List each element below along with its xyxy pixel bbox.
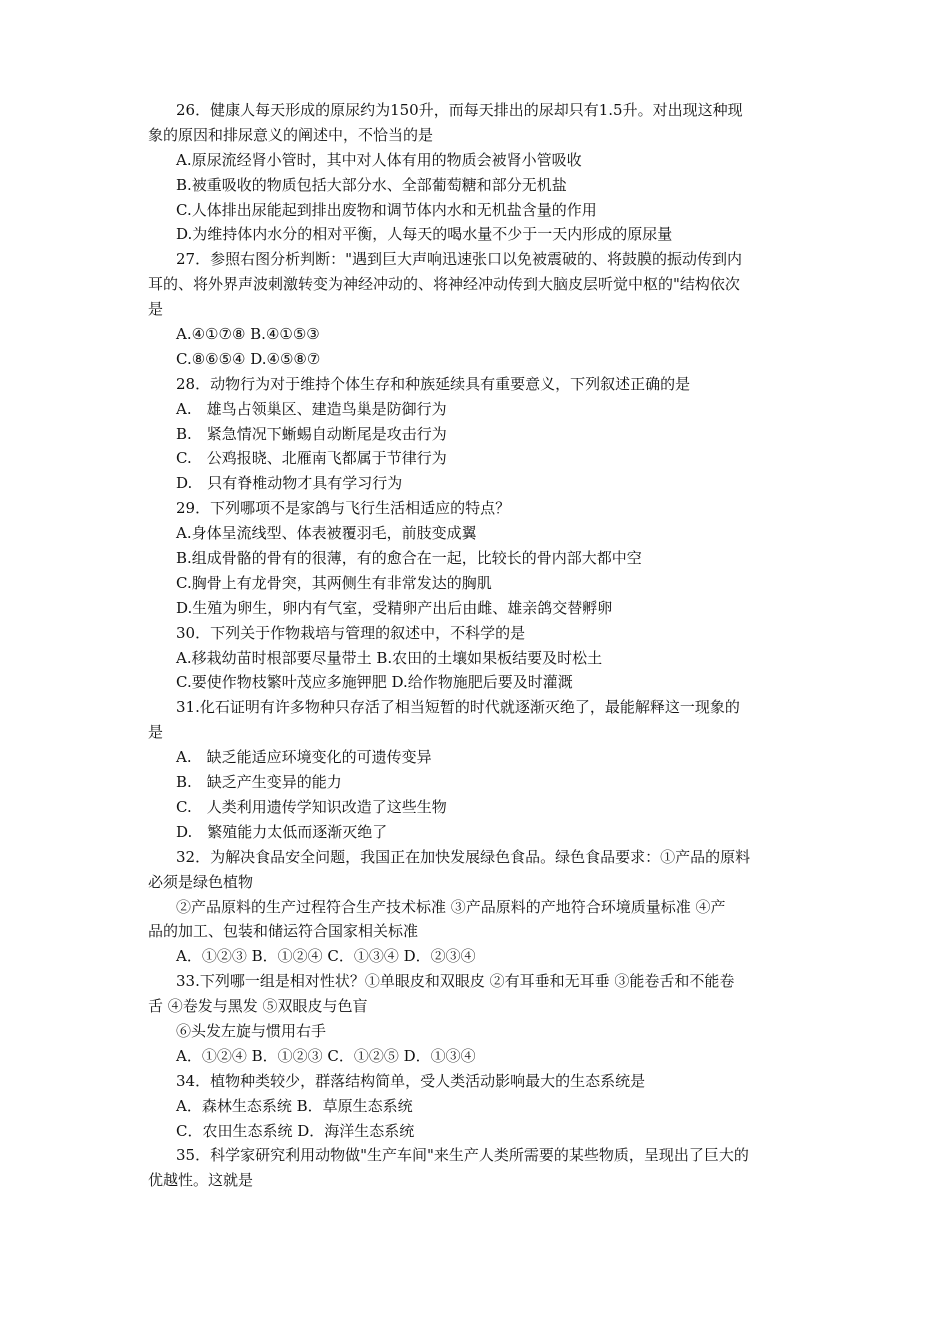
answer-option: C. 公鸡报晓、北雁南飞都属于节律行为 (176, 449, 447, 468)
answer-option: B. 缺乏产生变异的能力 (176, 773, 342, 792)
question-stem: 33.下列哪一组是相对性状？①单眼皮和双眼皮 ②有耳垂和无耳垂 ③能卷舌和不能卷 (176, 972, 735, 991)
answer-option: D.为维持体内水分的相对平衡，人每天的喝水量不少于一天内形成的原尿量 (176, 225, 673, 244)
question-31 (148, 695, 812, 844)
answer-option: A．①②④ B．①②③ C．①②⑤ D．①③④ (176, 1046, 476, 1065)
question-34 (148, 1069, 812, 1144)
answer-option: A．森林生态系统 B．草原生态系统 (176, 1096, 413, 1115)
answer-option: D.生殖为卵生，卵内有气室，受精卵产出后由雌、雄亲鸽交替孵卵 (176, 598, 613, 617)
answer-option: C. 人类利用遗传学知识改造了这些生物 (176, 797, 447, 816)
question-32 (148, 845, 812, 969)
question-stem: 32．为解决食品安全问题，我国正在加快发展绿色食品。绿色食品要求：①产品的原料 (176, 847, 751, 866)
question-stem: 27．参照右图分析判断："遇到巨大声响迅速张口以免被震破的、将鼓膜的振动传到内 (176, 250, 742, 269)
answer-option: A. 雄鸟占领巢区、建造鸟巢是防御行为 (176, 399, 447, 418)
question-stem: 耳的、将外界声波刺激转变为神经冲动的、将神经冲动传到大脑皮层听觉中枢的"结构依次 (148, 275, 740, 294)
question-stem: 优越性。这就是 (148, 1171, 254, 1190)
question-35 (148, 1143, 812, 1193)
answer-option: D. 只有脊椎动物才具有学习行为 (176, 474, 403, 493)
answer-option: A.移栽幼苗时根部要尽量带土 B.农田的土壤如果板结要及时松土 (176, 648, 603, 667)
question-28 (148, 372, 812, 496)
question-26 (148, 98, 812, 247)
question-stem: 26．健康人每天形成的原尿约为150升，而每天排出的尿却只有1.5升。对出现这种现 (176, 101, 743, 119)
answer-option: C．农田生态系统 D．海洋生态系统 (176, 1121, 415, 1140)
answer-option: D. 繁殖能力太低而逐渐灭绝了 (176, 822, 388, 841)
answer-option: A．①②③ B．①②④ C．①③④ D．②③④ (176, 947, 476, 966)
answer-option: A.原尿流经肾小管时，其中对人体有用的物质会被肾小管吸收 (176, 150, 582, 169)
question-stem: 31.化石证明有许多物种只存活了相当短暂的时代就逐渐灭绝了，最能解释这一现象的 (176, 698, 740, 717)
question-stem: 30．下列关于作物栽培与管理的叙述中，不科学的是 (176, 623, 526, 642)
answer-option: C.要使作物枝繁叶茂应多施钾肥 D.给作物施肥后要及时灌溉 (176, 673, 573, 692)
answer-option: B. 紧急情况下蜥蜴自动断尾是攻击行为 (176, 424, 447, 443)
document-page (148, 98, 812, 1193)
question-stem: 象的原因和排尿意义的阐述中，不恰当的是 (148, 125, 434, 144)
answer-option: C.人体排出尿能起到排出废物和调节体内水和无机盐含量的作用 (176, 200, 597, 219)
answer-option: A.④①⑦⑧ B.④①⑤③ (176, 325, 320, 344)
question-29 (148, 496, 812, 620)
answer-option: B.组成骨骼的骨有的很薄，有的愈合在一起，比较长的骨内部大都中空 (176, 549, 642, 568)
question-30 (148, 621, 812, 696)
question-stem: 是 (148, 300, 164, 319)
answer-option: C.⑧⑥⑤④ D.④⑤⑧⑦ (176, 349, 321, 368)
answer-option: A.身体呈流线型、体表被覆羽毛，前肢变成翼 (176, 524, 477, 543)
answer-option: B.被重吸收的物质包括大部分水、全部葡萄糖和部分无机盐 (176, 175, 567, 194)
question-stem: 28．动物行为对于维持个体生存和种族延续具有重要意义，下列叙述正确的是 (176, 374, 691, 393)
question-27 (148, 247, 812, 371)
question-stem: 舌 ④卷发与黑发 ⑤双眼皮与色盲 (148, 997, 368, 1016)
question-stem: 是 (148, 723, 164, 742)
question-stem: ⑥头发左旋与惯用右手 (176, 1021, 327, 1040)
question-stem: 35．科学家研究利用动物做"生产车间"来生产人类所需要的某些物质，呈现出了巨大的 (176, 1146, 749, 1165)
question-stem: 29．下列哪项不是家鸽与飞行生活相适应的特点？ (176, 499, 511, 518)
question-stem: ②产品原料的生产过程符合生产技术标准 ③产品原料的产地符合环境质量标准 ④产 (176, 897, 726, 916)
question-stem: 34．植物种类较少，群落结构简单，受人类活动影响最大的生态系统是 (176, 1071, 646, 1090)
question-stem: 品的加工、包装和储运符合国家相关标准 (148, 922, 419, 941)
question-stem: 必须是绿色植物 (148, 872, 254, 891)
answer-option: C.胸骨上有龙骨突，其两侧生有非常发达的胸肌 (176, 573, 492, 592)
answer-option: A. 缺乏能适应环境变化的可遗传变异 (176, 748, 432, 767)
question-33 (148, 969, 812, 1069)
